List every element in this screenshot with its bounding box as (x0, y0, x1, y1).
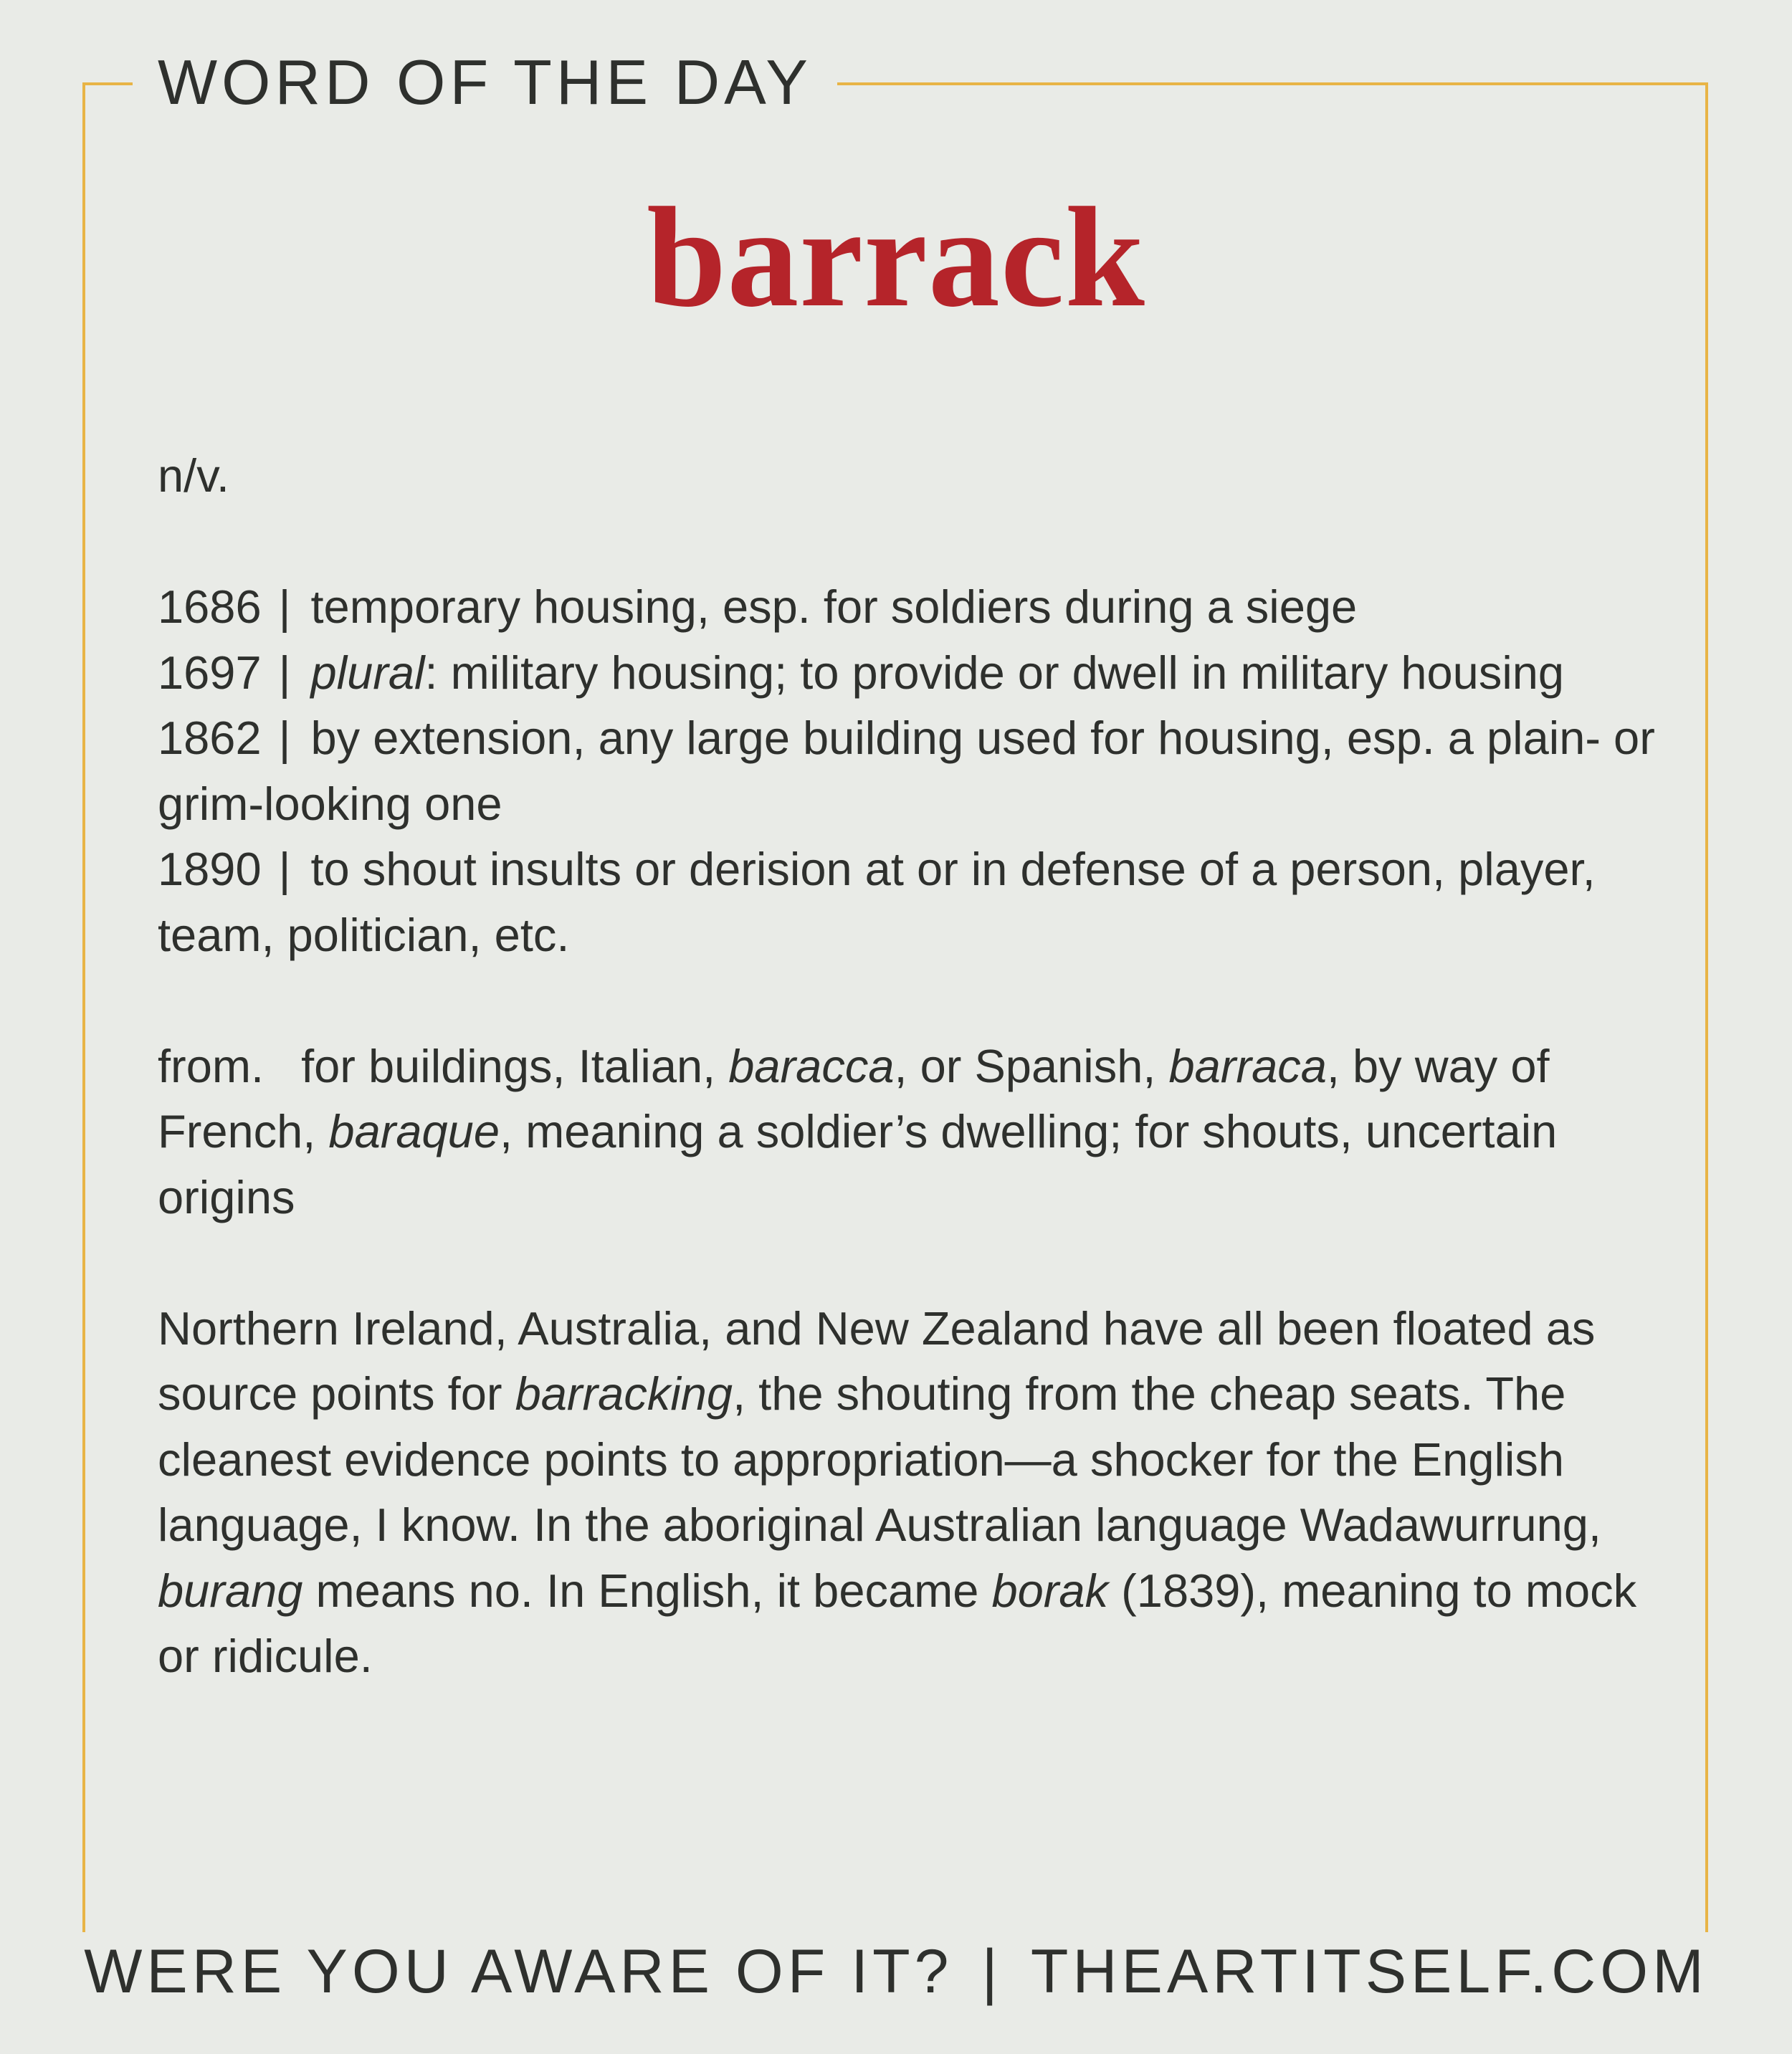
etymology-text: , or Spanish, (894, 1039, 1169, 1092)
sense-definition: temporary housing, esp. for soldiers during a siege (310, 581, 1358, 633)
sense-year: 1697 (158, 646, 262, 699)
note-text: (1839), meaning to mock or ridicule. (158, 1564, 1637, 1682)
etymology-text: , by way of French, (158, 1039, 1550, 1157)
sense-1686 (158, 574, 1677, 640)
footer-site-link[interactable]: THEARTITSELF.COM (1030, 1937, 1708, 2006)
footer-separator: | (981, 1937, 1002, 2006)
footer (0, 1932, 1792, 2011)
definition-body (158, 443, 1677, 1689)
footer-question: WERE YOU AWARE OF IT? (84, 1937, 953, 2006)
footer-text (59, 1932, 1733, 2011)
etymology-label: from. (158, 1039, 264, 1092)
note-term: burang (158, 1564, 303, 1617)
sense-separator: | (278, 712, 291, 764)
note-term: barracking (515, 1367, 733, 1420)
note-text: , the shouting from the cheap seats. The cleanest evidence points to appropriation—a shocker for the English language, I know. In the aboriginal Australian language Wadawurrung, (158, 1367, 1601, 1551)
etymology-text: , meaning a soldier’s dwelling; for shouts, uncertain origins (158, 1105, 1558, 1223)
note-term: borak (991, 1564, 1109, 1617)
etymology-term: baracca (728, 1039, 895, 1092)
sense-1890 (158, 836, 1677, 968)
part-of-speech: n/v. (158, 449, 229, 502)
sense-1697 (158, 640, 1677, 706)
etymology (158, 1033, 1677, 1231)
sense-year: 1862 (158, 712, 262, 764)
sense-separator: | (278, 581, 291, 633)
sense-definition: : military housing; to provide or dwell in military housing (424, 646, 1565, 699)
sense-year: 1686 (158, 581, 262, 633)
sense-definition: by extension, any large building used for housing, esp. a plain- or grim-looking one (158, 712, 1655, 830)
sense-separator: | (278, 843, 291, 895)
etymology-term: barraca (1168, 1039, 1327, 1092)
note-text: Northern Ireland, Australia, and New Zealand have all been floated as source points for (158, 1301, 1596, 1420)
sense-definition: to shout insults or derision at or in defense of a person, player, team, politician, etc. (158, 843, 1596, 961)
sense-italic-term: plural (310, 646, 425, 699)
headword: barrack (647, 178, 1145, 337)
note-text: means no. In English, it became (302, 1564, 992, 1617)
section-label: WORD OF THE DAY (133, 43, 837, 122)
sense-separator: | (278, 646, 291, 699)
sense-1862 (158, 705, 1677, 836)
sense-year: 1890 (158, 843, 262, 895)
etymology-text: for buildings, Italian, (301, 1039, 729, 1092)
usage-note (158, 1296, 1677, 1689)
etymology-term: baraque (328, 1105, 500, 1157)
